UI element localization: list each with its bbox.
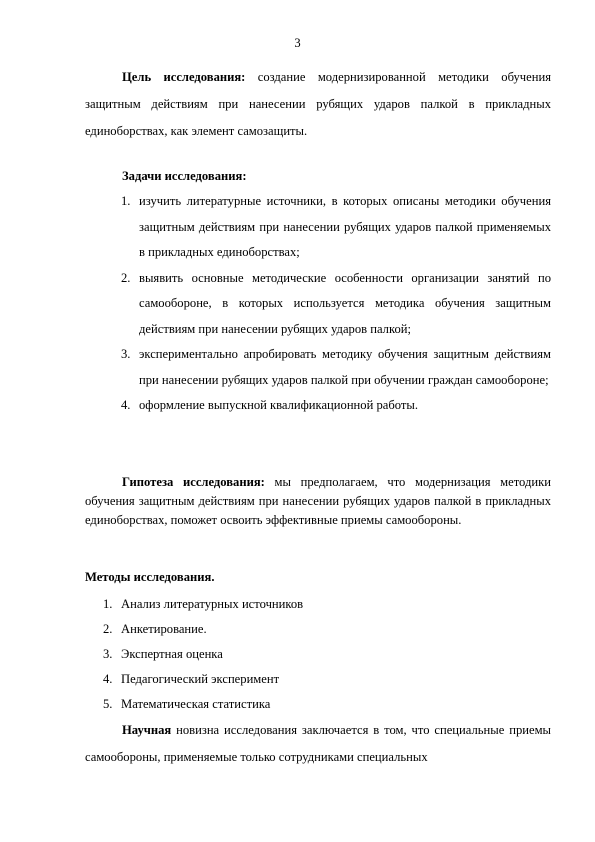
- list-item: [103, 692, 303, 717]
- list-item-number: 1.: [103, 597, 113, 611]
- list-item-number: 3.: [121, 347, 131, 361]
- list-item-text: Математическая статистика: [121, 697, 271, 711]
- tasks-list: [121, 189, 551, 419]
- methods-heading: Методы исследования.: [85, 570, 215, 584]
- list-item: [103, 667, 303, 692]
- list-item-text: оформление выпускной квалификационной работы.: [139, 398, 419, 412]
- list-item-number: 4.: [103, 672, 113, 686]
- page-number: 3: [294, 36, 301, 50]
- novelty-paragraph: [85, 717, 551, 771]
- hypothesis-text: мы предполагаем, что модернизация методики обучения защитным действиям при нанесении рубящих ударов палкой в прикладных единоборствах, поможет освоить эффективные приемы самообороны.: [85, 475, 551, 527]
- list-item-number: 5.: [103, 697, 113, 711]
- hypothesis-paragraph: [85, 473, 551, 530]
- tasks-heading: Задачи исследования:: [122, 169, 247, 183]
- methods-list: [103, 592, 303, 717]
- list-item-text: Экспертная оценка: [121, 647, 223, 661]
- list-item-text: Анализ литературных источников: [121, 597, 304, 611]
- list-item-number: 1.: [121, 194, 131, 208]
- hypothesis-label: Гипотеза исследования:: [122, 475, 265, 489]
- list-item-text: Анкетирование.: [121, 622, 207, 636]
- list-item-number: 2.: [103, 622, 113, 636]
- list-item-number: 2.: [121, 270, 131, 285]
- list-item: [103, 642, 303, 667]
- list-item-text: экспериментально апробировать методику обучения защитным действиям при нанесении рубящих ударов палкой при обучении граждан самообороне;: [139, 347, 551, 387]
- list-item: [121, 189, 551, 266]
- list-item-number: 4.: [121, 398, 131, 412]
- list-item-text: Педагогический эксперимент: [121, 672, 280, 686]
- novelty-text: новизна исследования заключается в том, что специальные приемы самообороны, применяемые только сотрудниками специальных: [85, 723, 551, 764]
- list-item: [121, 393, 551, 419]
- list-item-number: 3.: [103, 647, 113, 661]
- list-item: [121, 342, 551, 393]
- list-item-text: выявить основные методические особенности организации занятий по самообороне, в которых используется методика обучения защитным действиям при нанесении рубящих ударов палкой;: [139, 270, 551, 336]
- goal-label: Цель исследования:: [122, 70, 246, 84]
- list-item-text: изучить литературные источники, в которых описаны методики обучения защитным действиям при нанесении рубящих ударов палкой применяемых в прикладных единоборствах;: [139, 194, 551, 259]
- list-item: [103, 592, 303, 617]
- goal-paragraph: [85, 64, 551, 145]
- goal-text: создание модернизированной методики обучения защитным действиям при нанесении рубящих ударов палкой в прикладных единоборствах, как элемент самозащиты.: [85, 70, 552, 138]
- list-item: [103, 617, 303, 642]
- novelty-label: Научная: [122, 723, 172, 737]
- list-item: [121, 266, 551, 343]
